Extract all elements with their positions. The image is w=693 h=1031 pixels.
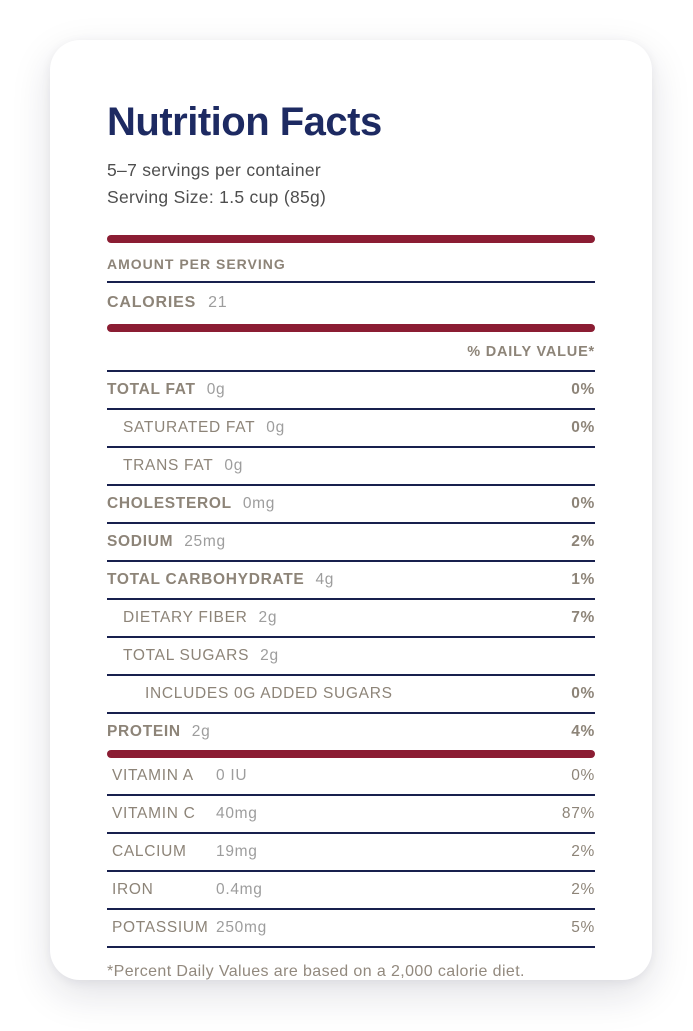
divider-bar-protein: [107, 750, 595, 758]
divider-bar-top: [107, 235, 595, 243]
nutrient-row: [107, 600, 595, 638]
servings-per-container: 5–7 servings per container: [107, 160, 322, 180]
nutrient-amount: 0g: [266, 419, 285, 436]
nutrient-amount: 40mg: [216, 805, 258, 822]
nutrient-name: DIETARY FIBER: [123, 609, 248, 626]
nutrient-name: CHOLESTEROL: [107, 495, 232, 512]
nutrient-daily-value: 2%: [571, 881, 595, 898]
nutrient-name: SODIUM: [107, 533, 174, 550]
nutrient-amount: 4g: [315, 571, 335, 588]
nutrient-name: TOTAL CARBOHYDRATE: [107, 571, 305, 588]
page-title: Nutrition Facts: [107, 100, 382, 144]
daily-value-header: % DAILY VALUE*: [107, 332, 595, 372]
nutrient-daily-value: 2%: [571, 843, 595, 860]
amount-per-serving-heading: AMOUNT PER SERVING: [107, 243, 595, 283]
calories-label: CALORIES: [107, 294, 197, 311]
nutrient-daily-value: 2%: [571, 533, 595, 550]
nutrient-daily-value: 0%: [571, 685, 595, 702]
nutrient-amount: 2g: [260, 647, 279, 664]
nutrient-amount: 0g: [206, 381, 226, 398]
nutrient-rows: [107, 372, 595, 750]
nutrient-row: [107, 676, 595, 714]
nutrient-amount: 2g: [191, 723, 211, 740]
nutrient-daily-value: 0%: [571, 495, 595, 512]
nutrient-daily-value: 87%: [561, 805, 595, 822]
serving-info: [107, 157, 595, 211]
daily-value-footnote: *Percent Daily Values are based on a 2,000 calorie diet.: [107, 963, 525, 980]
micronutrient-row: [107, 758, 595, 796]
nutrient-row: [107, 486, 595, 524]
nutrient-name: SATURATED FAT: [123, 419, 256, 436]
serving-size: Serving Size: 1.5 cup (85g): [107, 187, 327, 207]
micronutrient-row: [107, 872, 595, 910]
micronutrient-row: [107, 834, 595, 872]
nutrient-daily-value: 4%: [571, 723, 595, 740]
nutrient-amount: 0.4mg: [216, 881, 263, 898]
nutrient-amount: 250mg: [216, 919, 267, 936]
nutrient-name: PROTEIN: [107, 723, 181, 740]
micronutrient-row: [107, 910, 595, 948]
nutrient-name: TRANS FAT: [123, 457, 214, 474]
nutrient-name: CALCIUM: [112, 843, 187, 860]
nutrient-name: POTASSIUM: [112, 919, 209, 936]
nutrient-name: INCLUDES 0G ADDED SUGARS: [145, 685, 393, 702]
nutrient-row: [107, 410, 595, 448]
nutrient-amount: 0g: [224, 457, 244, 474]
nutrient-row: [107, 524, 595, 562]
nutrient-daily-value: 7%: [571, 609, 595, 626]
nutrient-row: [107, 638, 595, 676]
nutrient-daily-value: 5%: [571, 919, 595, 936]
nutrient-row: [107, 714, 595, 750]
nutrient-amount: 19mg: [216, 843, 258, 860]
nutrition-facts-card: [50, 40, 652, 980]
nutrient-daily-value: 1%: [571, 571, 595, 588]
nutrient-name: IRON: [112, 881, 154, 898]
nutrient-amount: 25mg: [184, 533, 226, 550]
nutrient-amount: 0mg: [242, 495, 276, 512]
divider-bar-calories: [107, 324, 595, 332]
micronutrient-rows: [107, 758, 595, 948]
nutrient-name: VITAMIN A: [112, 767, 194, 784]
nutrient-row: [107, 562, 595, 600]
nutrient-daily-value: 0%: [571, 381, 595, 398]
calories-row: [107, 283, 595, 324]
nutrient-name: TOTAL FAT: [107, 381, 196, 398]
nutrient-name: TOTAL SUGARS: [123, 647, 250, 664]
nutrient-daily-value: 0%: [571, 767, 595, 784]
calories-value: 21: [208, 294, 228, 311]
micronutrient-row: [107, 796, 595, 834]
nutrient-name: VITAMIN C: [112, 805, 196, 822]
nutrient-row: [107, 372, 595, 410]
nutrient-daily-value: 0%: [571, 419, 595, 436]
nutrient-amount: 0 IU: [216, 767, 248, 784]
nutrient-row: [107, 448, 595, 486]
nutrient-amount: 2g: [258, 609, 278, 626]
